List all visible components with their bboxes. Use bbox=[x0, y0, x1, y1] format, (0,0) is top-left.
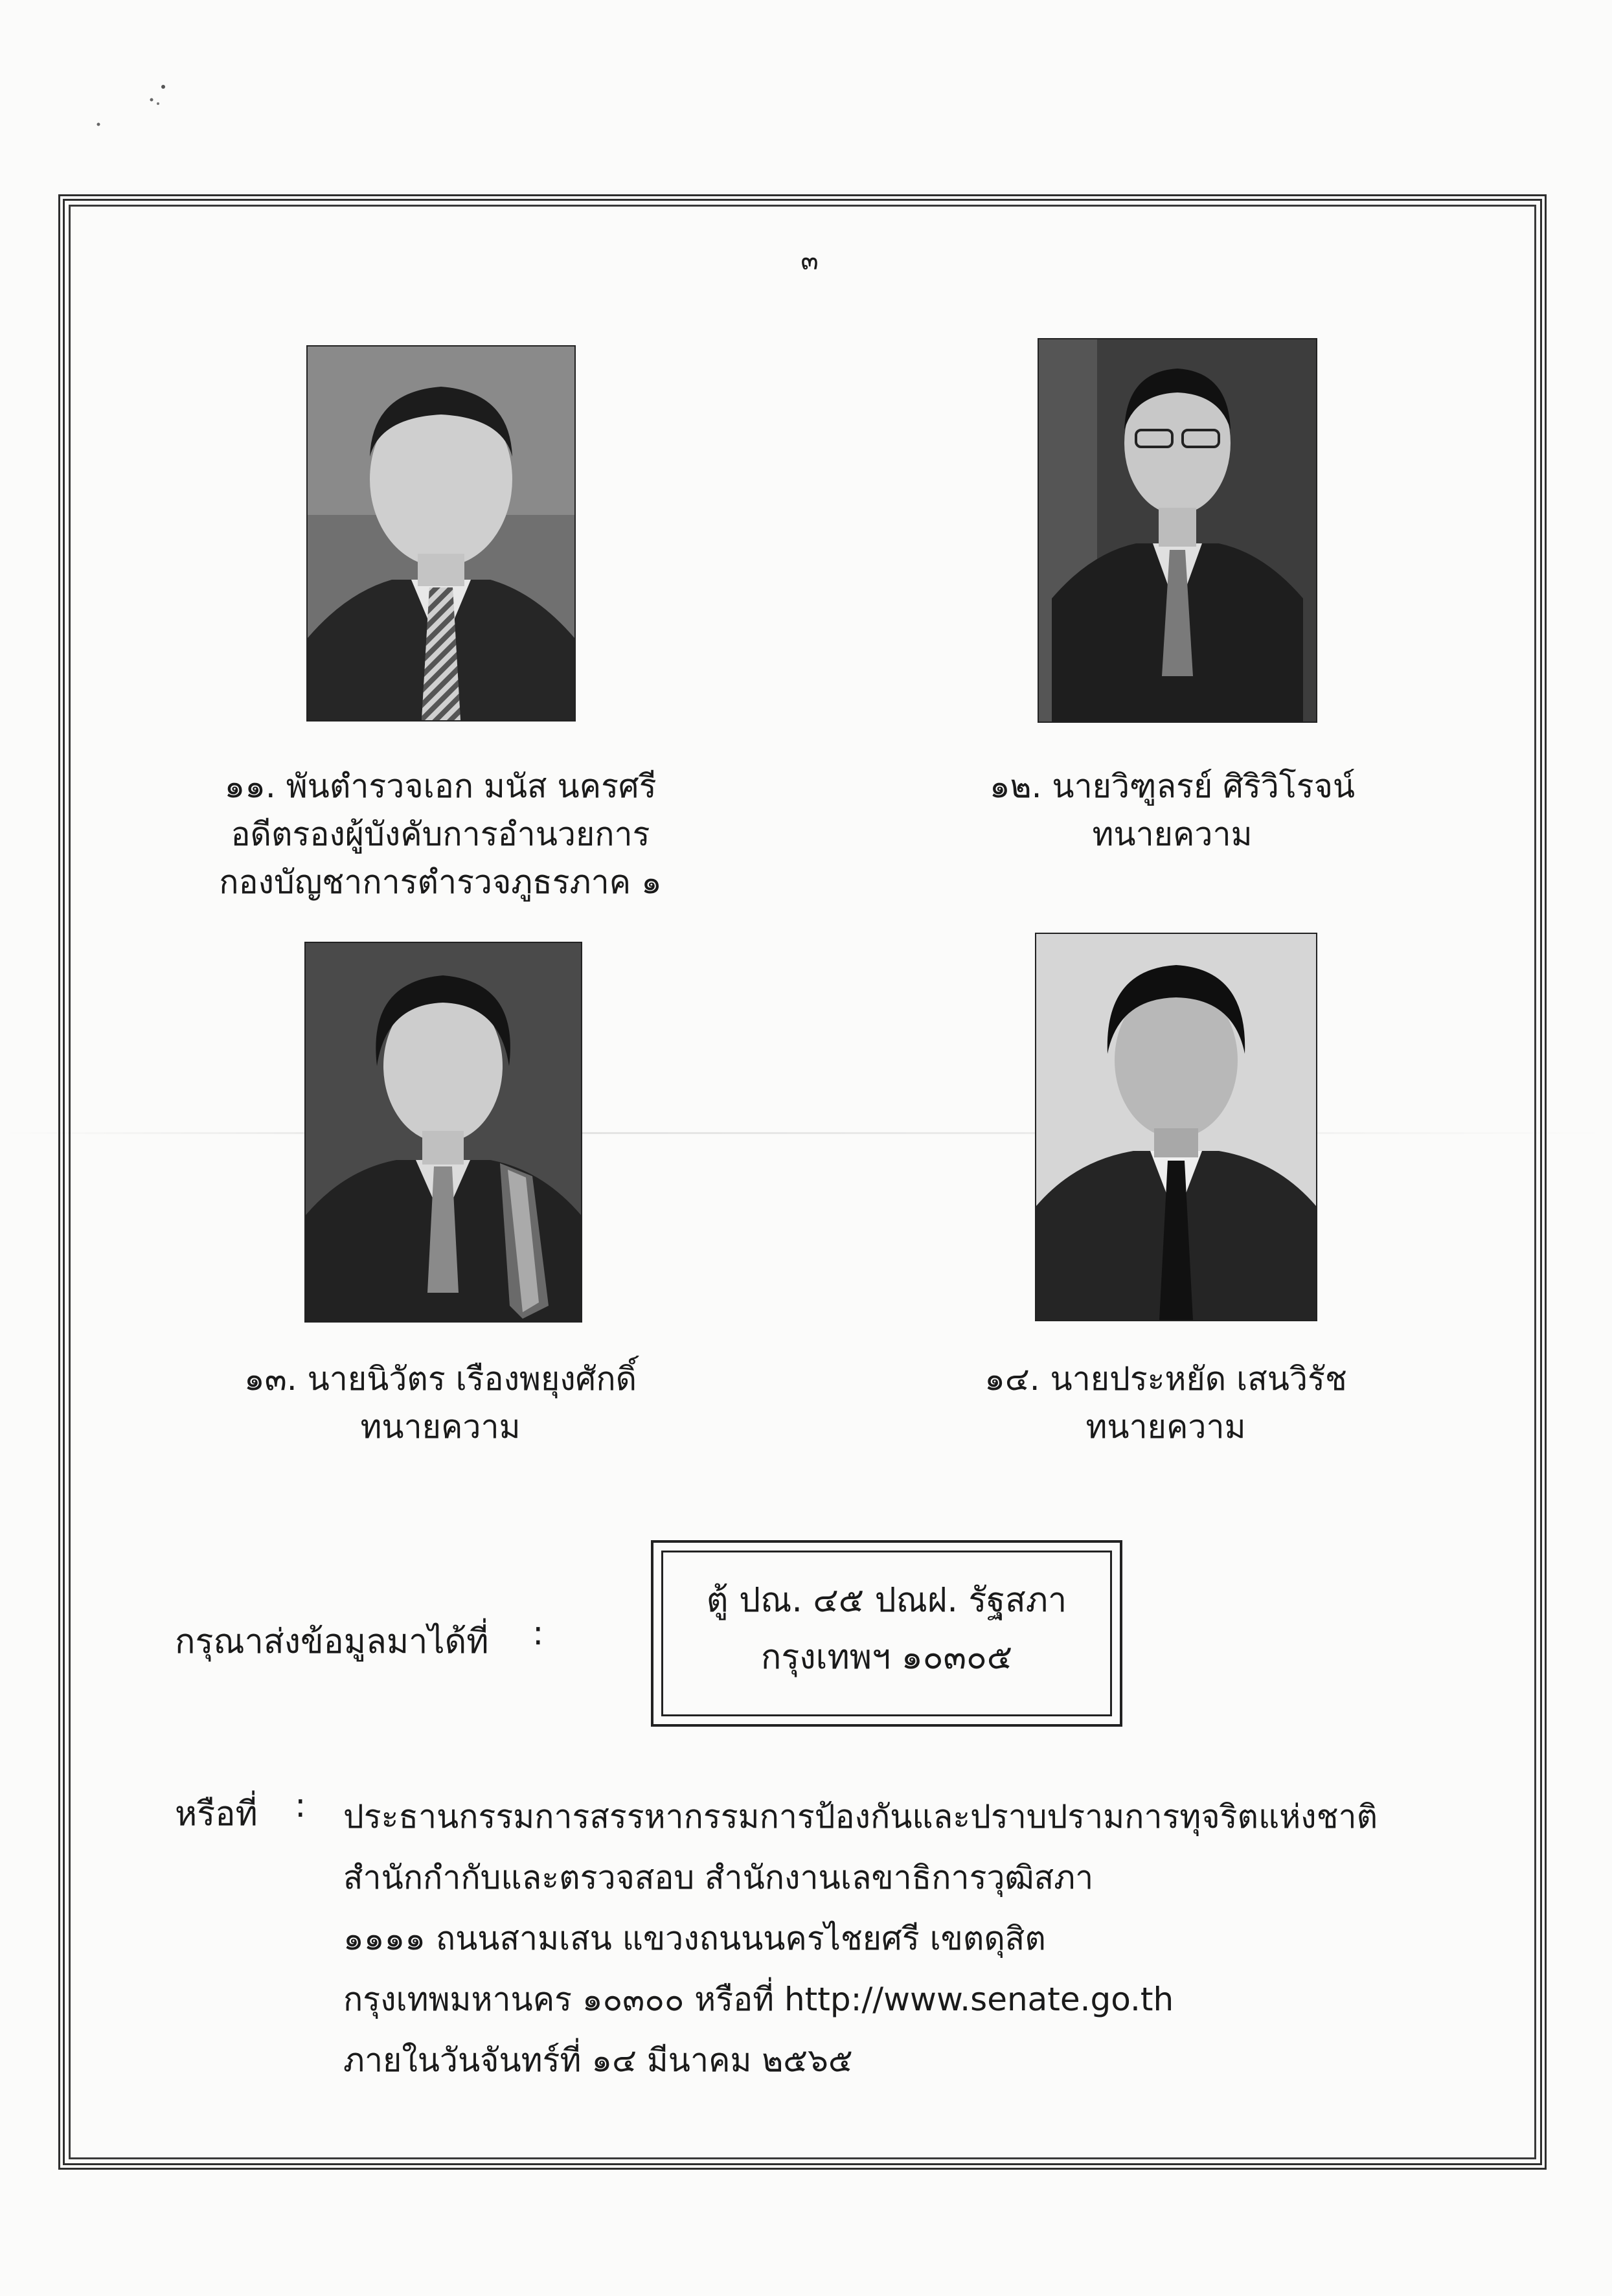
page-number: ๓ bbox=[800, 246, 819, 276]
portrait-photo-11 bbox=[306, 345, 576, 722]
deadline-line: ภายในวันจันทร์ที่ ๑๔ มีนาคม ๒๕๖๕ bbox=[343, 2041, 853, 2079]
paper-fold-line bbox=[0, 1132, 1612, 1134]
alternative-line: ๑๑๑๑ ถนนสามเสน แขวงถนนนครไชยศรี เขตดุสิต bbox=[343, 1920, 1046, 1957]
alternative-line-with-url: กรุงเทพมหานคร ๑๐๓๐๐ หรือที่ http://www.senate.go.th bbox=[343, 1981, 1174, 2018]
person-name: ๑๓. นายนิวัตร เรืองพยุงศักดิ์ bbox=[244, 1360, 637, 1398]
portrait-photo-12 bbox=[1038, 338, 1317, 723]
send-to-label: กรุณาส่งข้อมูลมาได้ที่ bbox=[175, 1622, 489, 1661]
caption-person-11 bbox=[194, 762, 687, 906]
person-position: กองบัญชาการตำรวจภูธรภาค ๑ bbox=[219, 863, 662, 901]
address-box bbox=[661, 1551, 1112, 1716]
caption-person-14 bbox=[939, 1355, 1392, 1451]
caption-person-13 bbox=[214, 1355, 667, 1451]
person-name: ๑๔. นายประหยัด เสนวิรัช bbox=[984, 1360, 1347, 1398]
scan-specks bbox=[91, 78, 181, 136]
alternative-colon: : bbox=[295, 1786, 306, 1825]
portrait-photo-14 bbox=[1035, 933, 1317, 1321]
person-position: อดีตรองผู้บังคับการอำนวยการ bbox=[231, 815, 650, 853]
alternative-address bbox=[343, 1786, 1378, 2091]
portrait-photo-13 bbox=[304, 942, 582, 1323]
person-name: ๑๑. พันตำรวจเอก มนัส นครศรี bbox=[224, 767, 657, 805]
person-position: ทนายความ bbox=[1085, 1408, 1246, 1446]
alternative-label: หรือที่ bbox=[175, 1795, 258, 1834]
person-position: ทนายความ bbox=[1092, 815, 1253, 853]
address-line: กรุงเทพฯ ๑๐๓๐๕ bbox=[760, 1638, 1013, 1677]
caption-person-12 bbox=[946, 762, 1399, 858]
person-name: ๑๒. นายวิฑูลรย์ ศิริวิโรจน์ bbox=[989, 767, 1356, 805]
person-position: ทนายความ bbox=[360, 1408, 521, 1446]
alternative-line: สำนักกำกับและตรวจสอบ สำนักงานเลขาธิการวุฒิสภา bbox=[343, 1859, 1094, 1896]
alternative-line: ประธานกรรมการสรรหากรรมการป้องกันและปราบปรามการทุจริตแห่งชาติ bbox=[343, 1798, 1378, 1836]
address-line: ตู้ ปณ. ๔๕ ปณฝ. รัฐสภา bbox=[706, 1581, 1067, 1620]
send-to-colon: : bbox=[532, 1614, 544, 1653]
